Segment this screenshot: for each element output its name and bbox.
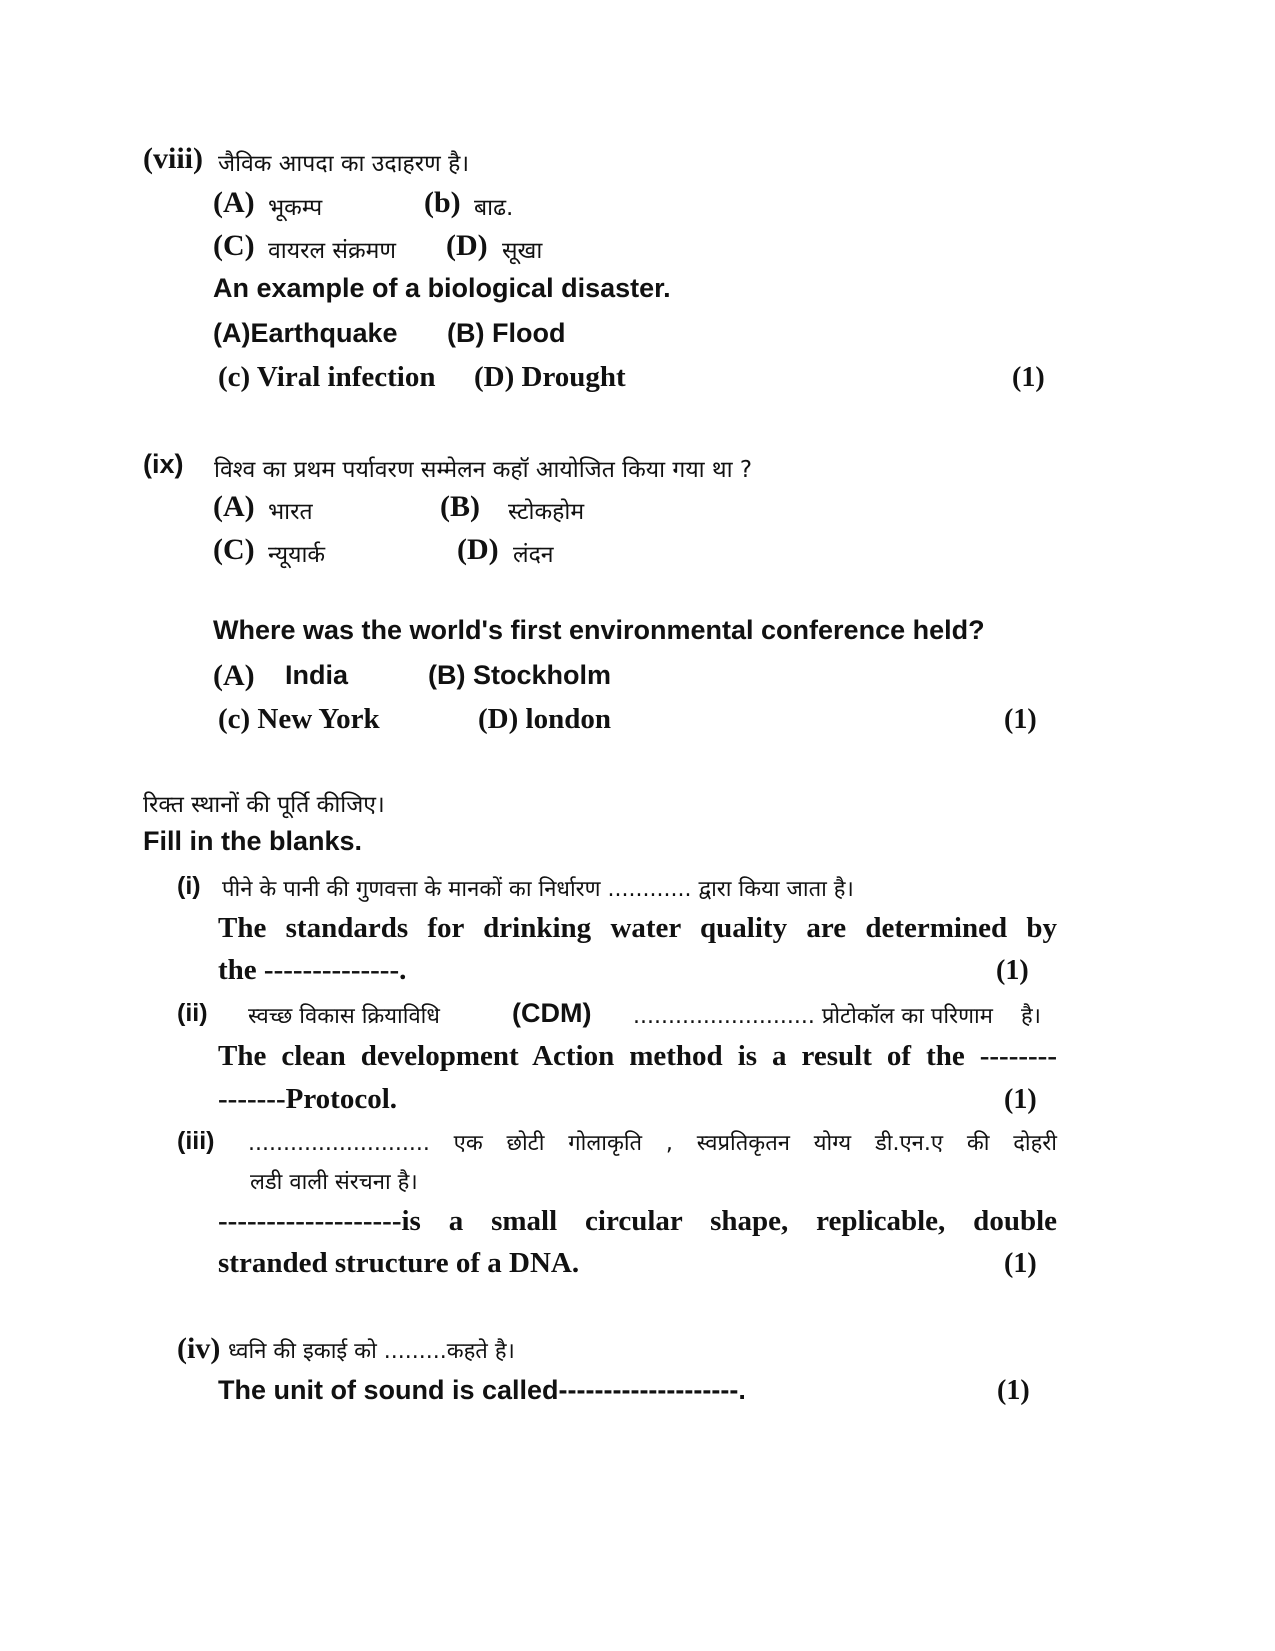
blank-hindi-text: है। (1021, 1004, 1042, 1029)
hindi-option-c: वायरल संक्रमण (268, 238, 396, 264)
english-option-c: (c) Viral infection (218, 361, 436, 393)
question-number: (viii) (143, 142, 203, 175)
marks: (1) (1012, 362, 1045, 393)
english-question-text: An example of a biological disaster. (213, 273, 671, 303)
option-label: (b) (424, 186, 461, 219)
hindi-option-d: लंदन (513, 542, 554, 568)
blank-number: (iii) (177, 1127, 215, 1155)
hindi-option-d: सूखा (502, 238, 543, 264)
blank-hindi-text: पीने के पानी की गुणवत्ता के मानकों का निर्धारण ............ द्वारा किया जाता है। (222, 877, 854, 902)
option-label: (C) (213, 533, 255, 566)
blank-english-text: -------Protocol. (218, 1083, 397, 1115)
blank-hindi-text: .......................... एक छोटी गोलाकृति , स्वप्रतिकृतन योग्य डी.एन.ए की दोहरी (248, 1131, 1057, 1156)
english-option-b: (B) Flood (447, 318, 566, 348)
blank-hindi-text: स्वच्छ विकास क्रियाविधि (248, 1004, 440, 1029)
english-option-d: (D) Drought (474, 361, 626, 393)
blank-hindi-text: .......................... प्रोटोकॉल का परिणाम (633, 1004, 993, 1029)
hindi-question-text: जैविक आपदा का उदाहरण है। (218, 151, 470, 177)
section-heading-hindi: रिक्त स्थानों की पूर्ति कीजिए। (143, 792, 385, 818)
english-option-c: (c) New York (218, 703, 380, 735)
hindi-option-c: न्यूयार्क (268, 542, 326, 568)
blank-english-text: The unit of sound is called--------------------. (218, 1375, 746, 1405)
blank-hindi-text: लडी वाली संरचना है। (250, 1170, 418, 1195)
blank-number: (ii) (177, 999, 208, 1027)
blank-number: (iv) (177, 1332, 221, 1365)
blank-english-text: The clean development Action method is a result of the -------- (218, 1040, 1057, 1072)
option-label: (A) (213, 490, 255, 523)
english-question-text: Where was the world's first environmental conference held? (213, 615, 985, 645)
blank-english-text: The standards for drinking water quality are determined by (218, 912, 1057, 944)
option-label: (B) (440, 490, 480, 523)
option-label: (C) (213, 229, 255, 262)
marks: (1) (997, 1375, 1030, 1406)
marks: (1) (1004, 1248, 1037, 1279)
marks: (1) (1004, 1084, 1037, 1115)
hindi-option-a: भूकम्प (268, 195, 323, 221)
blank-english-text: the --------------. (218, 954, 407, 986)
option-label: (D) (457, 533, 499, 566)
hindi-option-b: बाढ. (474, 195, 514, 221)
blank-number: (i) (177, 872, 201, 900)
hindi-option-a: भारत (268, 499, 313, 525)
english-option-d: (D) london (478, 703, 611, 735)
option-label: (D) (446, 229, 488, 262)
option-label: (A) (213, 186, 255, 219)
marks: (1) (996, 955, 1029, 986)
hindi-option-b: स्टोकहोम (508, 499, 585, 525)
english-option-a: India (285, 660, 349, 690)
english-option-b: (B) Stockholm (428, 660, 612, 690)
option-label: (A) (213, 659, 255, 692)
blank-english-text: stranded structure of a DNA. (218, 1247, 580, 1279)
question-number: (ix) (143, 449, 184, 479)
marks: (1) (1004, 704, 1037, 735)
blank-hindi-text: ध्वनि की इकाई को .........कहते है। (228, 1339, 515, 1364)
section-heading-english: Fill in the blanks. (143, 826, 363, 856)
blank-abbreviation: (CDM) (512, 998, 592, 1028)
english-option-a: (A)Earthquake (213, 318, 398, 348)
blank-english-text: -------------------is a small circular shape, replicable, double (218, 1205, 1057, 1237)
hindi-question-text: विश्व का प्रथम पर्यावरण सम्मेलन कहॉ आयोजित किया गया था ? (214, 457, 753, 483)
